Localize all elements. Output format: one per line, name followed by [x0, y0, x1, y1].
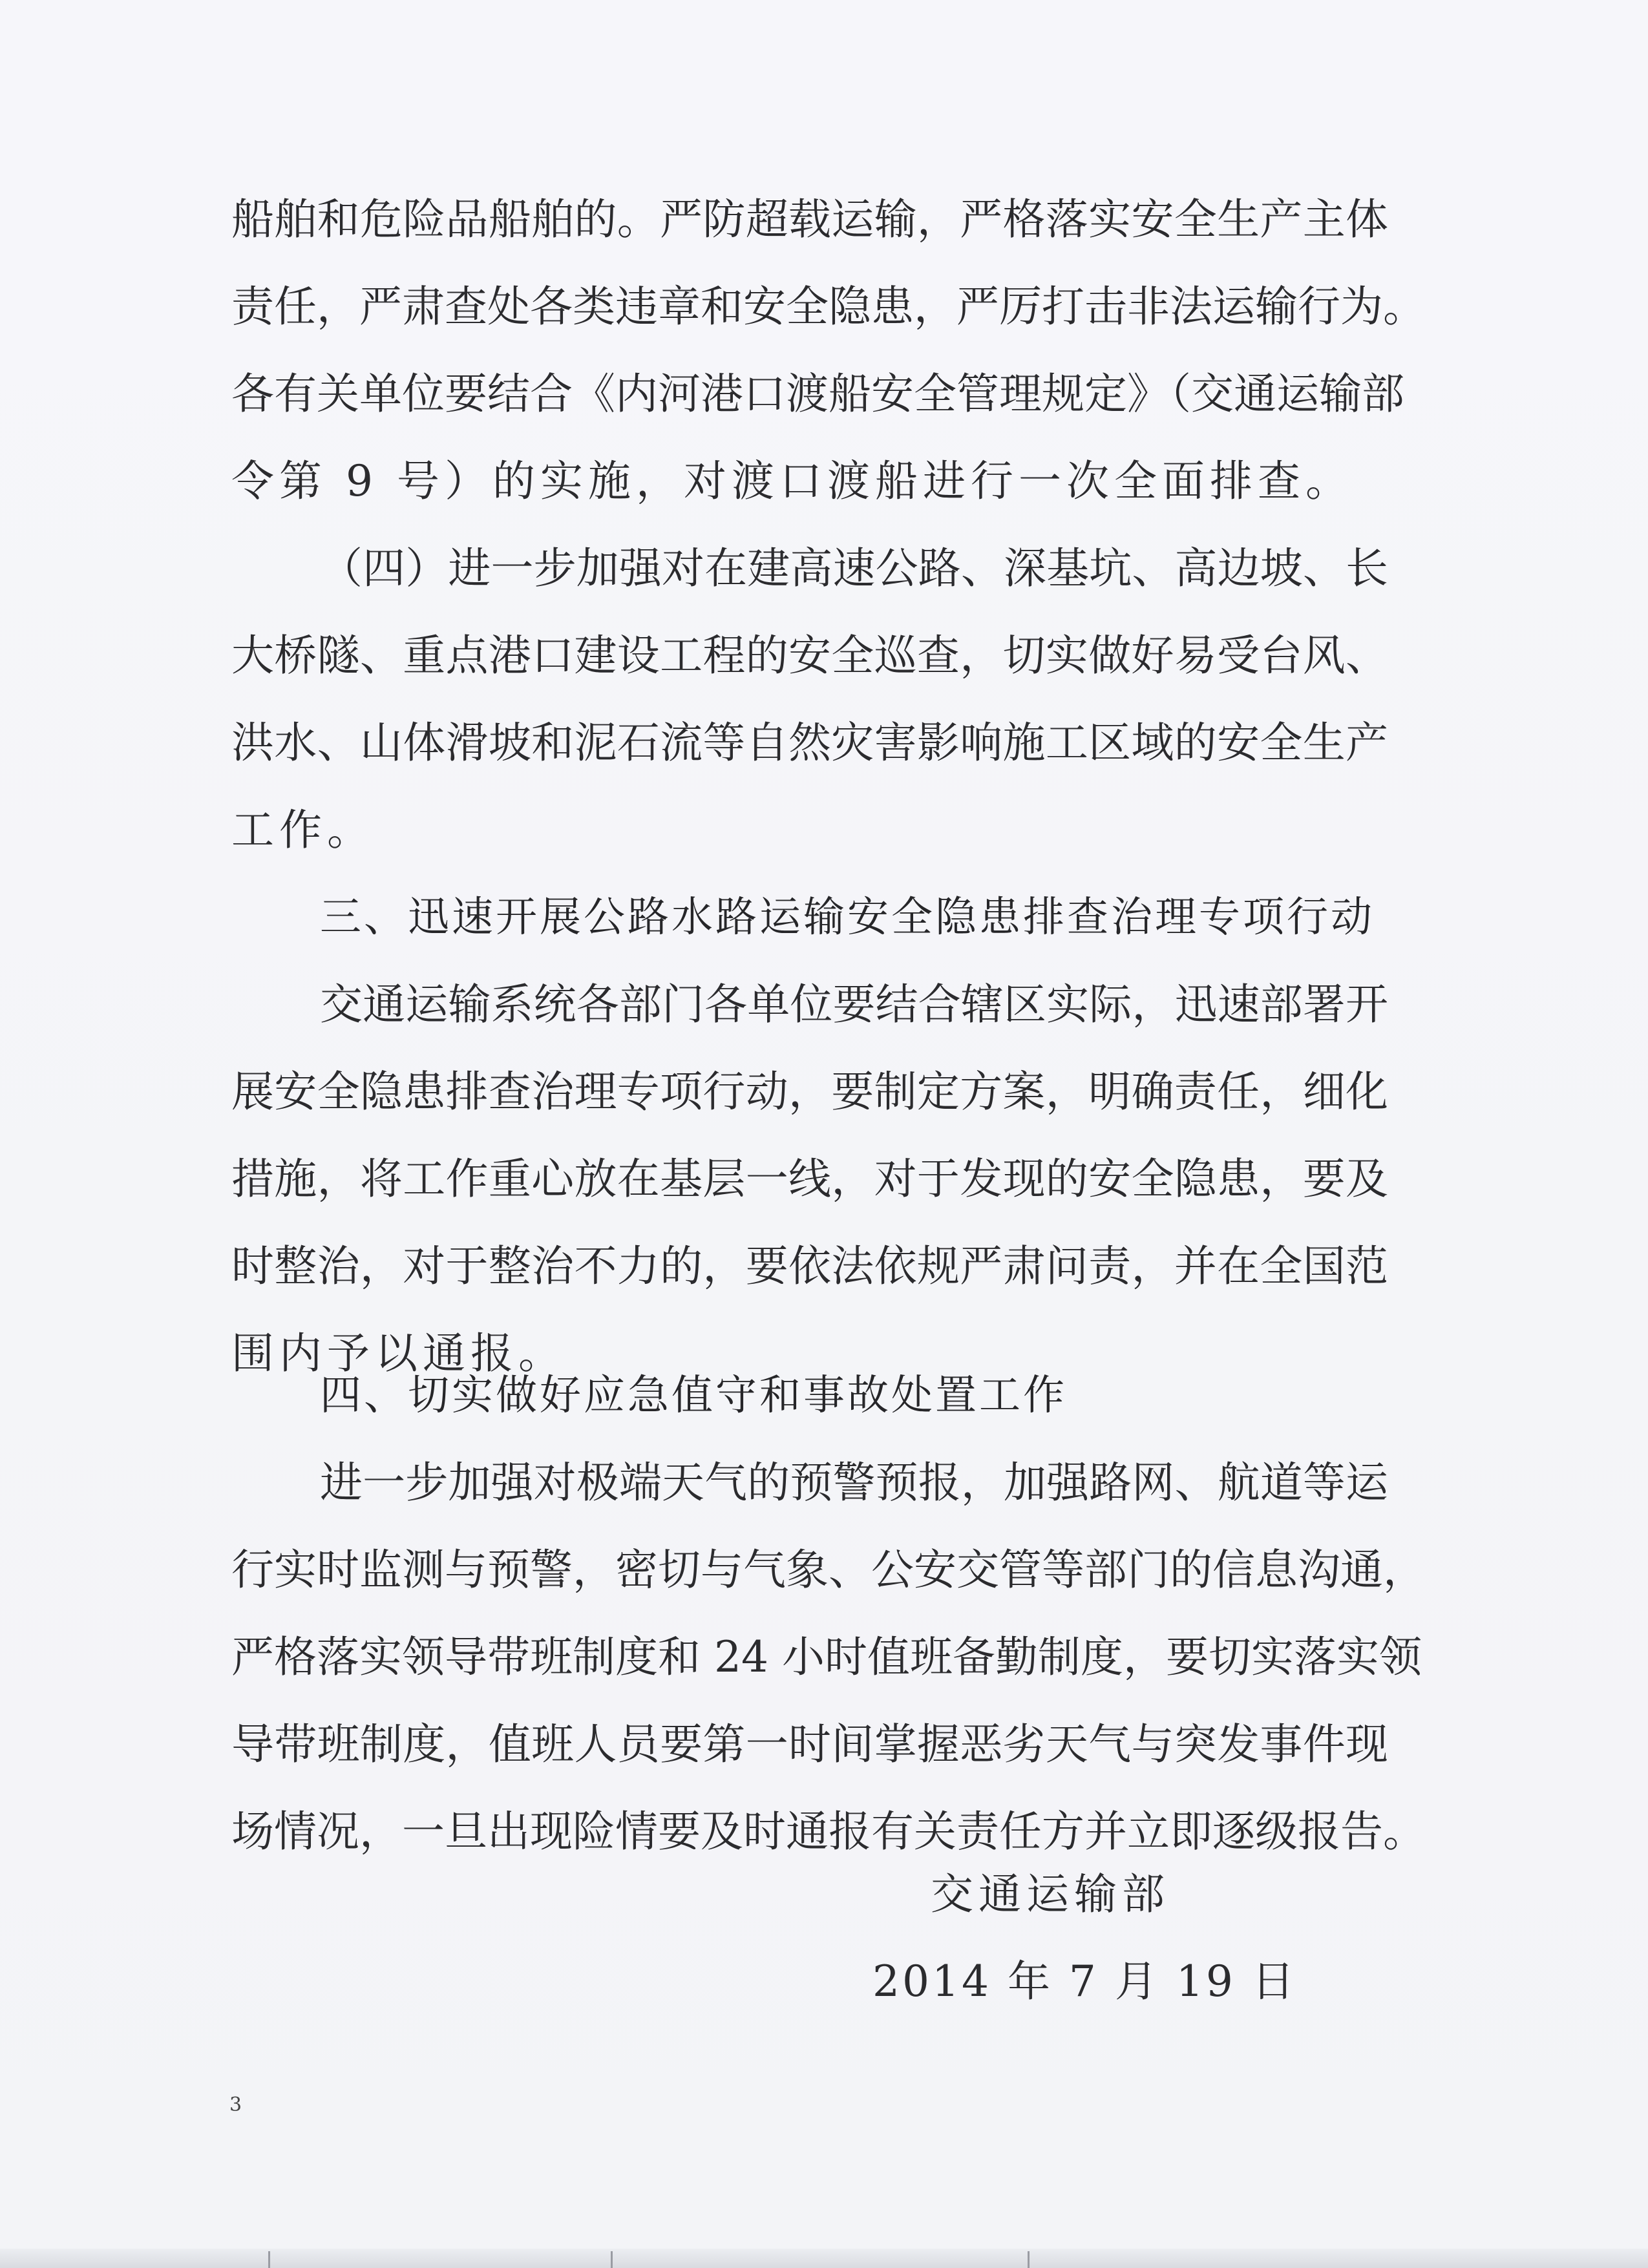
body-line: 船舶和危险品船舶的。严防超载运输，严格落实安全生产主体 [231, 194, 1388, 244]
body-line: （四）进一步加强对在建高速公路、深基坑、高边坡、长 [320, 543, 1388, 593]
scan-bottom-edge [0, 2249, 1648, 2268]
body-line: 各有关单位要结合《内河港口渡船安全管理规定》（交通运输部 [231, 369, 1404, 419]
body-line: 严格落实领导带班制度和 24 小时值班备勤制度，要切实落实领 [231, 1632, 1422, 1682]
body-line: 进一步加强对极端天气的预警预报，加强路网、航道等运 [320, 1458, 1388, 1507]
body-line: 工作。 [231, 805, 375, 855]
section-heading: 三、迅速开展公路水路运输安全隐患排查治理专项行动 [320, 894, 1375, 941]
page-number: 3 [229, 2094, 242, 2116]
body-line: 大桥隧、重点港口建设工程的安全巡查，切实做好易受台风、 [231, 631, 1388, 680]
body-line: 洪水、山体滑坡和泥石流等自然灾害影响施工区域的安全生产 [231, 718, 1388, 768]
body-line: 责任，严肃查处各类违章和安全隐患，严厉打击非法运输行为。 [231, 282, 1426, 331]
body-line: 场情况，一旦出现险情要及时通报有关责任方并立即逐级报告。 [231, 1807, 1426, 1856]
body-line: 措施，将工作重心放在基层一线，对于发现的安全隐患，要及 [231, 1154, 1388, 1204]
signature-date: 2014 年 7 月 19 日 [872, 1957, 1297, 2006]
section-heading: 四、切实做好应急值守和事故处置工作 [320, 1372, 1067, 1420]
body-line: 导带班制度，值班人员要第一时间掌握恶劣天气与突发事件现 [231, 1719, 1388, 1769]
body-line: 交通运输系统各部门各单位要结合辖区实际，迅速部署开 [320, 980, 1388, 1029]
scan-mark [1028, 2251, 1030, 2268]
body-line: 行实时监测与预警，密切与气象、公安交管等部门的信息沟通， [231, 1545, 1426, 1595]
scan-mark [611, 2251, 613, 2268]
body-line: 围内予以通报。 [231, 1328, 566, 1378]
signature-organization: 交通运输部 [931, 1869, 1170, 1919]
body-line: 时整治，对于整治不力的，要依法依规严肃问责，并在全国范 [231, 1241, 1388, 1291]
body-line: 令第 9 号）的实施，对渡口渡船进行一次全面排查。 [231, 456, 1353, 506]
body-line: 展安全隐患排查治理专项行动，要制定方案，明确责任，细化 [231, 1067, 1388, 1117]
scan-mark [268, 2251, 270, 2268]
